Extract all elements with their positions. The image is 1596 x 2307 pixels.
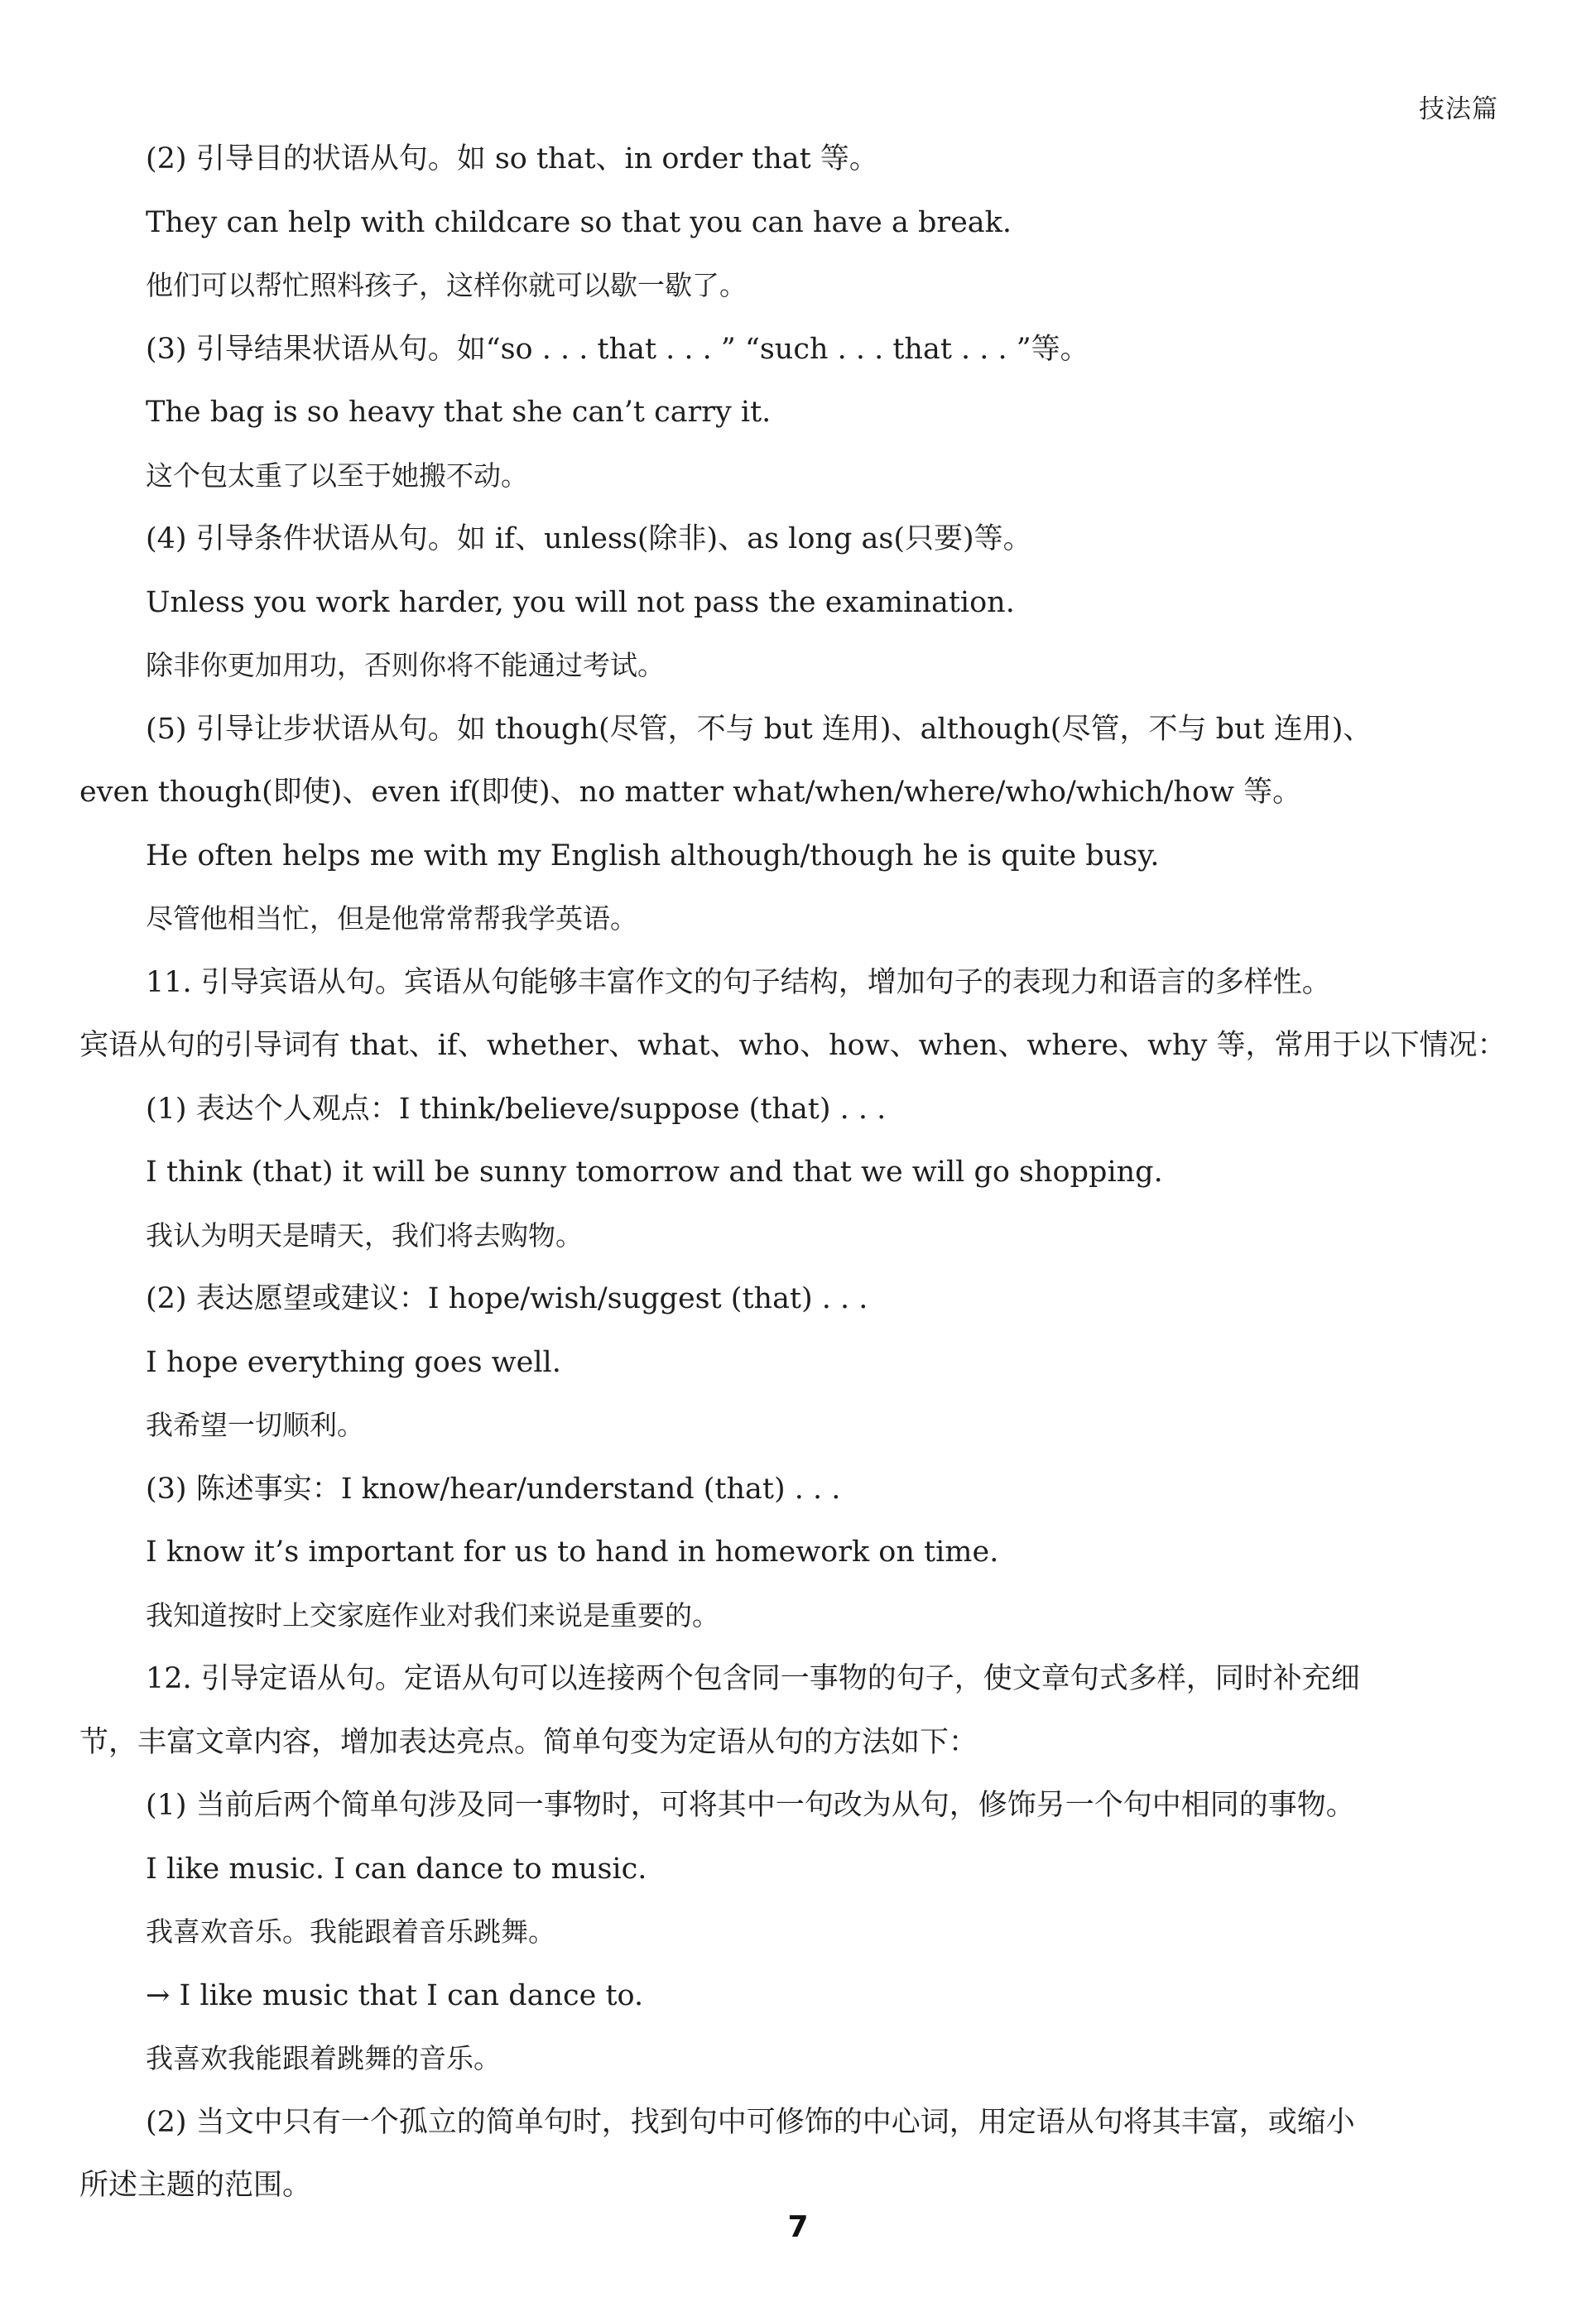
example-sentence: → I like music that I can dance to. bbox=[146, 1978, 644, 2012]
translation-line: 尽管他相当忙，但是他常常帮我学英语。 bbox=[146, 902, 637, 935]
translation-line: 我希望一切顺利。 bbox=[146, 1409, 364, 1441]
paragraph-line: (1) 表达个人观点：I think/believe/suppose (that) . . . bbox=[146, 1092, 887, 1126]
example-sentence: Unless you work harder, you will not pass the examination. bbox=[146, 585, 1015, 619]
example-sentence: I know it’s important for us to hand in homework on time. bbox=[146, 1536, 999, 1569]
page-number: 7 bbox=[787, 2210, 809, 2244]
translation-line: 我喜欢我能跟着跳舞的音乐。 bbox=[146, 2042, 501, 2074]
paragraph-line: (1) 当前后两个简单句涉及同一事物时，可将其中一句改为从句，修饰另一个句中相同的事物。 bbox=[146, 1789, 1355, 1822]
translation-line: 他们可以帮忙照料孩子，这样你就可以歇一歇了。 bbox=[146, 269, 747, 301]
paragraph-line: (2) 引导目的状语从句。如 so that、in order that 等。 bbox=[146, 142, 878, 175]
paragraph-line: 宾语从句的引导词有 that、if、whether、what、who、how、when、where、why 等，常用于以下情况： bbox=[79, 1029, 1507, 1062]
example-sentence: I hope everything goes well. bbox=[146, 1345, 561, 1379]
paragraph-line: 节，丰富文章内容，增加表达亮点。简单句变为定语从句的方法如下： bbox=[79, 1725, 978, 1759]
body-text bbox=[79, 142, 1507, 2233]
paragraph-line: even though(即使)、even if(即使)、no matter what/when/where/who/which/how 等。 bbox=[79, 776, 1302, 809]
paragraph-line: 12. 引导定语从句。定语从句可以连接两个包含同一事物的句子，使文章句式多样，同时补充细 bbox=[146, 1662, 1360, 1695]
paragraph-line: (2) 表达愿望或建议：I hope/wish/suggest (that) . . . bbox=[146, 1282, 868, 1315]
translation-line: 我喜欢音乐。我能跟着音乐跳舞。 bbox=[146, 1915, 555, 1948]
paragraph-line: (3) 引导结果状语从句。如“so . . . that . . . ” “such . . . that . . . ”等。 bbox=[146, 332, 1089, 366]
paragraph-line: (3) 陈述事实：I know/hear/understand (that) . . . bbox=[146, 1472, 841, 1506]
example-sentence: They can help with childcare so that you can have a break. bbox=[146, 205, 1012, 239]
translation-line: 这个包太重了以至于她搬不动。 bbox=[146, 459, 528, 492]
example-sentence: The bag is so heavy that she can’t carry it. bbox=[146, 396, 772, 429]
section-label: 技法篇 bbox=[1419, 94, 1498, 124]
example-sentence: I like music. I can dance to music. bbox=[146, 1852, 647, 1886]
translation-line: 除非你更加用功，否则你将不能通过考试。 bbox=[146, 649, 665, 681]
paragraph-line: (2) 当文中只有一个孤立的简单句时，找到句中可修饰的中心词，用定语从句将其丰富，或缩小 bbox=[146, 2105, 1355, 2139]
translation-line: 我认为明天是晴天，我们将去购物。 bbox=[146, 1218, 583, 1252]
translation-line: 我知道按时上交家庭作业对我们来说是重要的。 bbox=[146, 1598, 719, 1632]
paragraph-line: 11. 引导宾语从句。宾语从句能够丰富作文的句子结构，增加句子的表现力和语言的多样性。 bbox=[146, 965, 1331, 999]
example-sentence: I think (that) it will be sunny tomorrow and that we will go shopping. bbox=[146, 1156, 1163, 1189]
paragraph-line: (4) 引导条件状语从句。如 if、unless(除非)、as long as(只要)等。 bbox=[146, 522, 1032, 555]
example-sentence: He often helps me with my English although/though he is quite busy. bbox=[146, 839, 1160, 872]
paragraph-line: 所述主题的范围。 bbox=[79, 2169, 312, 2202]
paragraph-line: (5) 引导让步状语从句。如 though(尽管，不与 but 连用)、although(尽管，不与 but 连用)、 bbox=[146, 712, 1372, 746]
